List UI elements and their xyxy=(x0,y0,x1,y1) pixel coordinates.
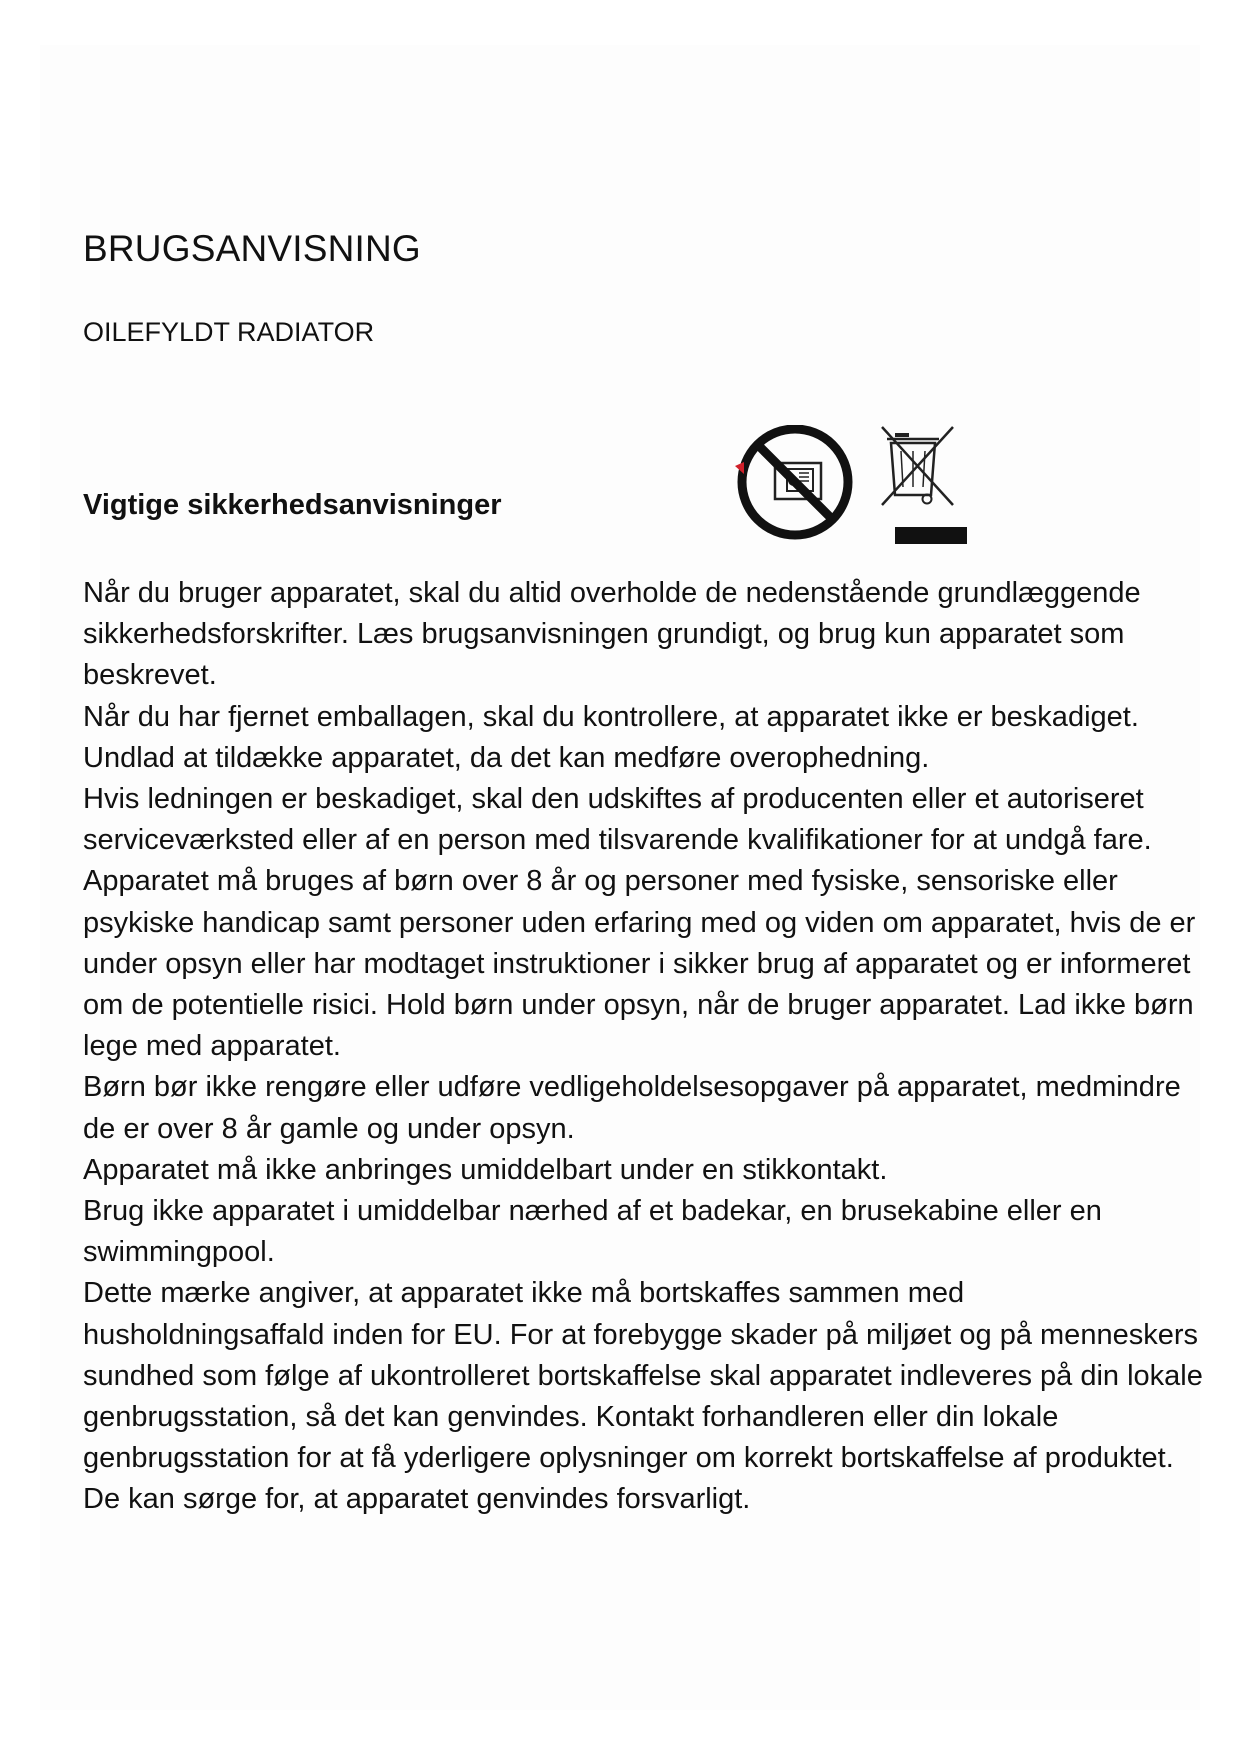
instruction-paragraph: Dette mærke angiver, at apparatet ikke må bortskaffes sammen med husholdningsaffald inden for EU. For at forebygge skader på miljøet og på menneskers sundhed som følge af ukontrolleret bortskaffelse skal apparatet indleveres på din lokale genbrugsstation, så det kan genvindes. Kontakt forhandleren eller din lokale genbrugsstation for at få yderligere oplysninger om korrekt bortskaffelse af produktet. De kan sørge for, at apparatet genvindes forsvarligt. xyxy=(83,1277,1203,1516)
instruction-paragraph: Apparatet må ikke anbringes umiddelbart under en stikkontakt. xyxy=(83,1153,888,1186)
instruction-paragraph: Når du har fjernet emballagen, skal du kontrollere, at apparatet ikke er beskadiget. xyxy=(83,700,1139,733)
section-heading: Vigtige sikkerhedsanvisninger xyxy=(83,489,502,521)
safety-instructions xyxy=(83,573,1203,1521)
safety-symbols xyxy=(735,425,985,555)
instruction-paragraph: Børn bør ikke rengøre eller udføre vedligeholdelsesopgaver på apparatet, medmindre de er over 8 år gamle og under opsyn. xyxy=(83,1071,1181,1145)
crossed-out-wheelie-bin-icon xyxy=(882,427,967,544)
instruction-paragraph: Apparatet må bruges af børn over 8 år og personer med fysiske, sensoriske eller psykiske handicap samt personer uden erfaring med og viden om apparatet, hvis de er under opsyn eller har modtaget instruktioner i sikker brug af apparatet og er informeret om de potentielle risici. Hold børn under opsyn, når de bruger apparatet. Lad ikke børn lege med apparatet. xyxy=(83,865,1196,1063)
do-not-cover-icon xyxy=(735,429,848,535)
document-title: BRUGSANVISNING xyxy=(83,228,421,269)
instruction-paragraph: Brug ikke apparatet i umiddelbar nærhed af et badekar, en brusekabine eller en swimmingpool. xyxy=(83,1195,1102,1269)
instruction-paragraph: Hvis ledningen er beskadiget, skal den udskiftes af producenten eller et autoriseret serviceværksted eller af en person med tilsvarende kvalifikationer for at undgå fare. xyxy=(83,783,1152,857)
instruction-paragraph: Når du bruger apparatet, skal du altid overholde de nedenstående grundlæggende sikkerhedsforskrifter. Læs brugsanvisningen grundigt, og brug kun apparatet som beskrevet. xyxy=(83,577,1141,692)
product-name: OILEFYLDT RADIATOR xyxy=(83,317,375,347)
instruction-paragraph: Undlad at tildække apparatet, da det kan medføre overophedning. xyxy=(83,741,930,774)
